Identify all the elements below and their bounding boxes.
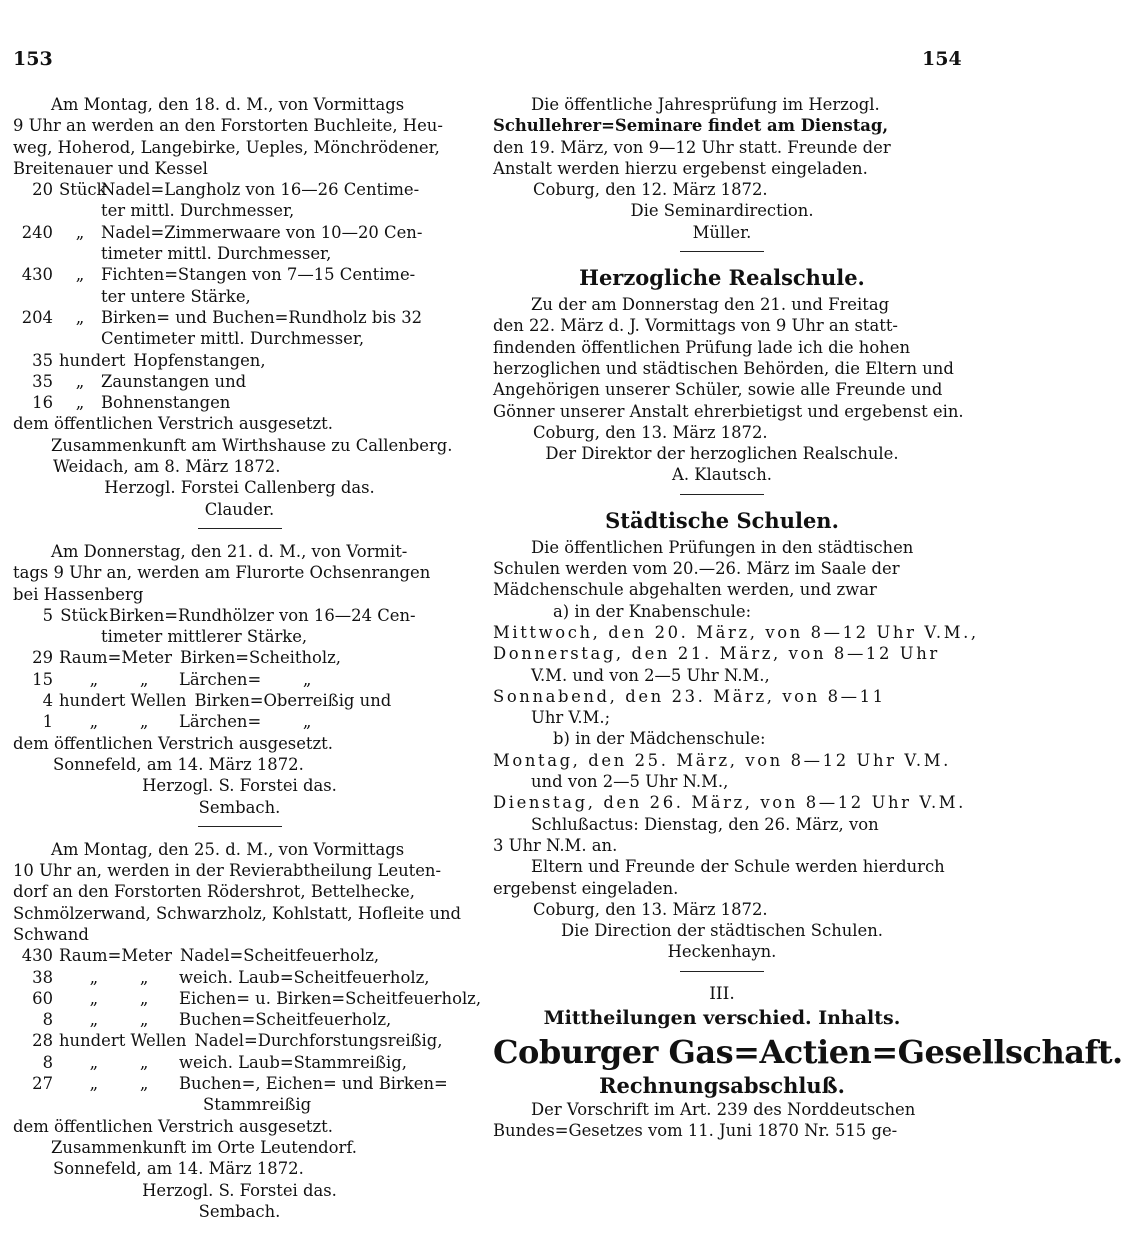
- item-unit: „: [75, 393, 85, 413]
- realschule-heading: Herzogliche Realschule.: [579, 265, 865, 291]
- schedule-line: und von 2—5 Uhr N.M.,: [531, 772, 729, 792]
- item-quantity: 8: [42, 1010, 53, 1030]
- notice-line: Bundes=Gesetzes vom 11. Juni 1870 Nr. 515 ge-: [493, 1121, 898, 1141]
- gas-company-title: Coburger Gas=Actien=Gesellschaft.: [493, 1032, 1123, 1071]
- item-unit: hundert Wellen: [59, 1031, 187, 1051]
- item-quantity: 430: [21, 946, 53, 966]
- schedule-line: Uhr V.M.;: [531, 708, 611, 728]
- item-row: [13, 371, 466, 392]
- item-row: [13, 967, 466, 988]
- section-divider: [680, 971, 764, 972]
- page-number-right: 154: [922, 48, 962, 70]
- section-divider: [198, 528, 282, 529]
- notice-line: Der Vorschrift im Art. 239 des Norddeutschen: [531, 1099, 916, 1119]
- item-text: weich. Laub=Scheitfeuerholz,: [179, 967, 430, 987]
- notice-signer: Sembach.: [198, 1201, 281, 1221]
- item-unit: „ „: [89, 712, 149, 732]
- item-continuation: ter untere Stärke,: [101, 286, 251, 306]
- item-row: [13, 392, 466, 413]
- item-text: weich. Laub=Stammreißig,: [179, 1052, 407, 1072]
- item-continuation: Centimeter mittl. Durchmesser,: [101, 329, 365, 349]
- notice-line: Schmölzerwand, Schwarzholz, Kohlstatt, Hofleite und: [13, 903, 461, 923]
- item-quantity: 16: [32, 393, 53, 413]
- item-unit: „ „: [89, 1074, 149, 1094]
- item-row: [13, 1073, 466, 1094]
- schedule-line: Mittwoch, den 20. März, von 8—12 Uhr V.M.,: [493, 622, 979, 642]
- notice-line: Angehörigen unserer Schüler, sowie alle Freunde und: [493, 380, 943, 400]
- notice-staedtische-schulen: [493, 507, 979, 963]
- page-number-left: 153: [13, 48, 53, 70]
- item-row: [13, 1009, 466, 1030]
- item-text: Nadel=Scheitfeuerholz,: [179, 946, 380, 966]
- item-text: Eichen= u. Birken=Scheitfeuerholz,: [179, 988, 482, 1008]
- item-quantity: 20: [32, 180, 53, 200]
- notice-line: ergebenst eingeladen.: [493, 878, 679, 898]
- subsection-label: a) in der Knabenschule:: [553, 601, 752, 621]
- item-quantity: 240: [21, 222, 53, 242]
- item-text: Hopfenstangen,: [133, 350, 266, 370]
- notice-line: Am Montag, den 25. d. M., von Vormittags: [51, 839, 405, 859]
- item-unit: „ „: [89, 967, 149, 987]
- notice-line: dem öffentlichen Verstrich ausgesetzt.: [13, 1116, 333, 1136]
- notice-line: den 19. März, von 9—12 Uhr statt. Freunde der: [493, 137, 891, 157]
- item-text: Birken=Scheitholz,: [179, 648, 341, 668]
- item-quantity: 60: [32, 988, 53, 1008]
- item-unit: „ „: [89, 669, 149, 689]
- item-text: Nadel=Zimmerwaare von 10—20 Cen-: [101, 222, 423, 242]
- notice-seminar: [493, 94, 951, 243]
- schedule-line: V.M. und von 2—5 Uhr N.M.,: [531, 665, 770, 685]
- item-unit: „ „: [89, 988, 149, 1008]
- notice-line: Schullehrer=Seminare findet am Dienstag,: [493, 116, 889, 136]
- notice-date: Coburg, den 12. März 1872.: [533, 180, 768, 200]
- item-quantity: 430: [21, 265, 53, 285]
- item-row: [13, 307, 466, 328]
- item-unit: „: [75, 371, 85, 391]
- item-unit: „ „: [89, 1052, 149, 1072]
- notice-office: Die Seminardirection.: [630, 201, 814, 221]
- item-quantity: 35: [32, 371, 53, 391]
- item-quantity: 38: [32, 967, 53, 987]
- notice-office: Herzogl. S. Forstei das.: [142, 1180, 337, 1200]
- notice-office: Herzogl. S. Forstei das.: [142, 776, 337, 796]
- schedule-line: 3 Uhr N.M. an.: [493, 835, 618, 855]
- notice-line: Eltern und Freunde der Schule werden hierdurch: [531, 857, 945, 877]
- item-row: [13, 1052, 466, 1073]
- item-row: [13, 222, 466, 243]
- notice-signer: Clauder.: [204, 499, 275, 519]
- notice-realschule: [493, 264, 964, 486]
- item-quantity: 204: [21, 307, 53, 327]
- item-text: Lärchen= „: [179, 712, 312, 732]
- item-quantity: 15: [32, 669, 53, 689]
- notice-line: dorf an den Forstorten Rödershrot, Bettelhecke,: [13, 882, 415, 902]
- item-continuation: ter mittl. Durchmesser,: [101, 201, 295, 221]
- item-quantity: 8: [42, 1052, 53, 1072]
- item-unit: hundert Wellen: [59, 691, 187, 711]
- item-text: Buchen=Scheitfeuerholz,: [179, 1010, 392, 1030]
- item-text: Nadel=Durchforstungsreißig,: [194, 1031, 443, 1051]
- item-quantity: 1: [42, 712, 53, 732]
- notice-office: Herzogl. Forstei Callenberg das.: [104, 478, 375, 498]
- section-mittheilungen: [493, 983, 1123, 1142]
- item-text: Fichten=Stangen von 7—15 Centime-: [101, 265, 416, 285]
- schedule-line: Dienstag, den 26. März, von 8—12 Uhr V.M.: [493, 793, 966, 813]
- notice-date: Coburg, den 13. März 1872.: [533, 899, 768, 919]
- item-quantity: 29: [32, 648, 53, 668]
- item-row: [13, 988, 482, 1009]
- item-text: Birken=Oberreißig und: [194, 691, 392, 711]
- notice-signer: Heckenhayn.: [667, 942, 777, 962]
- notice-date: Sonnefeld, am 14. März 1872.: [53, 1159, 304, 1179]
- notice-date: Sonnefeld, am 14. März 1872.: [53, 754, 304, 774]
- item-quantity: 5: [42, 605, 53, 625]
- notice-line: herzoglichen und städtischen Behörden, die Eltern und: [493, 358, 954, 378]
- item-row: [13, 711, 466, 732]
- section-divider: [680, 251, 764, 252]
- schedule-line: Sonnabend, den 23. März, von 8—11: [493, 686, 886, 706]
- notice-line: Zusammenkunft im Orte Leutendorf.: [51, 1137, 358, 1157]
- item-text: Birken=Rundhölzer von 16—24 Cen-: [109, 605, 416, 625]
- item-unit: „ „: [89, 1010, 149, 1030]
- notice-office: Der Direktor der herzoglichen Realschule.: [545, 444, 899, 464]
- item-text: Buchen=, Eichen= und Birken=: [179, 1074, 448, 1094]
- notice-date: Coburg, den 13. März 1872.: [533, 422, 768, 442]
- item-text: Nadel=Langholz von 16—26 Centime-: [101, 180, 420, 200]
- item-text: Lärchen= „: [179, 669, 312, 689]
- item-row: [13, 605, 466, 626]
- notice-office: Die Direction der städtischen Schulen.: [560, 921, 884, 941]
- section-title: Mittheilungen verschied. Inhalts.: [543, 1006, 901, 1029]
- notice-line: dem öffentlichen Verstrich ausgesetzt.: [13, 414, 333, 434]
- item-unit: Stück: [59, 180, 107, 200]
- left-column: [13, 94, 482, 1222]
- section-divider: [680, 494, 764, 495]
- schedule-line: Donnerstag, den 21. März, von 8—12 Uhr: [493, 644, 940, 664]
- item-row: [13, 945, 466, 966]
- notice-line: Schulen werden vom 20.—26. März im Saale der: [493, 559, 900, 579]
- notice-line: Am Donnerstag, den 21. d. M., von Vormit-: [51, 541, 408, 561]
- item-unit: „: [75, 222, 85, 242]
- notice-signer: Sembach.: [198, 797, 281, 817]
- notice-line: Mädchenschule abgehalten werden, und zwar: [493, 580, 877, 600]
- item-text: Bohnenstangen: [101, 393, 231, 413]
- notice-line: tags 9 Uhr an, werden am Flurorte Ochsenrangen: [13, 563, 431, 583]
- item-row: [13, 669, 466, 690]
- item-text: Zaunstangen und: [101, 371, 247, 391]
- notice-line: 9 Uhr an werden an den Forstorten Buchleite, Heu-: [13, 116, 443, 136]
- item-text: Birken= und Buchen=Rundholz bis 32: [101, 307, 423, 327]
- notice-line: dem öffentlichen Verstrich ausgesetzt.: [13, 733, 333, 753]
- item-continuation: Stammreißig: [203, 1095, 312, 1115]
- notice-line: weg, Hoherod, Langebirke, Ueples, Mönchrödener,: [13, 137, 440, 157]
- subsection-label: b) in der Mädchenschule:: [553, 729, 766, 749]
- item-unit: Raum=Meter: [59, 946, 172, 966]
- notice-callenberg: [13, 94, 466, 520]
- right-column: [493, 94, 1123, 1142]
- item-row: [13, 264, 466, 285]
- notice-line: den 22. März d. J. Vormittags von 9 Uhr an statt-: [493, 316, 898, 336]
- gas-company-subtitle: Rechnungsabschluß.: [599, 1072, 845, 1098]
- notice-line: Breitenauer und Kessel: [13, 158, 208, 178]
- item-row: [13, 647, 466, 668]
- notice-leutendorf: [13, 839, 482, 1222]
- notice-hassenberg: [13, 541, 466, 818]
- notice-line: bei Hassenberg: [13, 584, 144, 604]
- item-row: [13, 690, 466, 711]
- item-continuation: timeter mittl. Durchmesser,: [101, 244, 332, 264]
- item-quantity: 27: [32, 1074, 53, 1094]
- notice-line: Zusammenkunft am Wirthshause zu Callenberg.: [51, 435, 453, 455]
- notice-signer: A. Klautsch.: [671, 465, 773, 485]
- notice-line: Zu der am Donnerstag den 21. und Freitag: [531, 295, 890, 315]
- item-unit: Stück: [60, 605, 108, 625]
- item-unit: hundert: [59, 350, 126, 370]
- notice-line: Gönner unserer Anstalt ehrerbietigst und ergebenst ein.: [493, 401, 964, 421]
- staedtische-heading: Städtische Schulen.: [605, 507, 839, 533]
- section-number: III.: [709, 983, 735, 1004]
- item-row: [13, 179, 466, 200]
- notice-signer: Müller.: [692, 222, 752, 242]
- notice-date: Weidach, am 8. März 1872.: [53, 457, 281, 477]
- item-unit: „: [75, 307, 85, 327]
- item-unit: „: [75, 265, 85, 285]
- item-quantity: 35: [32, 350, 53, 370]
- item-row: [13, 1030, 466, 1051]
- item-row: [13, 350, 466, 371]
- notice-line: Am Montag, den 18. d. M., von Vormittags: [51, 95, 405, 114]
- notice-line: Anstalt werden hierzu ergebenst eingeladen.: [493, 158, 868, 178]
- notice-line: Die öffentlichen Prüfungen in den städtischen: [531, 537, 914, 557]
- item-quantity: 4: [42, 691, 53, 711]
- notice-line: Schwand: [13, 924, 89, 944]
- notice-line: Die öffentliche Jahresprüfung im Herzogl.: [531, 95, 880, 114]
- notice-line: findenden öffentlichen Prüfung lade ich die hohen: [493, 337, 911, 357]
- schedule-line: Schlußactus: Dienstag, den 26. März, von: [531, 814, 879, 834]
- item-quantity: 28: [32, 1031, 53, 1051]
- item-unit: Raum=Meter: [59, 648, 172, 668]
- schedule-line: Montag, den 25. März, von 8—12 Uhr V.M.: [493, 750, 951, 770]
- notice-line: 10 Uhr an, werden in der Revierabtheilung Leuten-: [13, 861, 442, 881]
- item-continuation: timeter mittlerer Stärke,: [101, 627, 308, 647]
- section-divider: [198, 826, 282, 827]
